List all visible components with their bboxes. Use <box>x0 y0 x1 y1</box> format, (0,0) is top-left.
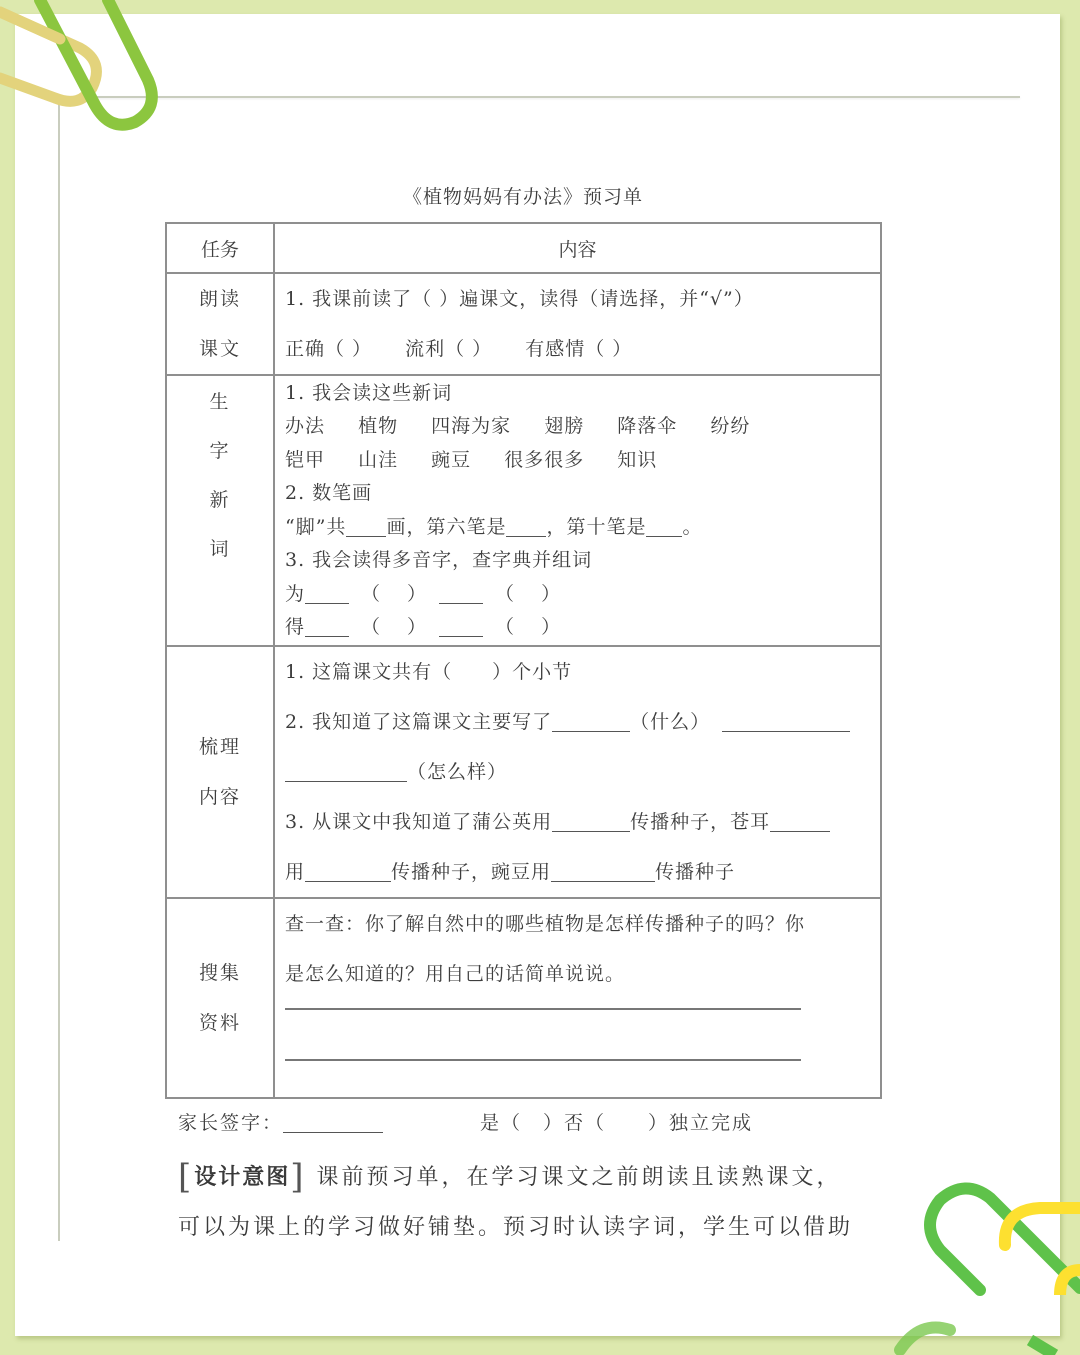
word-blank[interactable] <box>305 584 349 604</box>
stroke-total-blank[interactable] <box>346 517 386 537</box>
reading-count-question: 1. 我课前读了（ ）遍课文，读得（请选择，并“√”） <box>285 288 754 310</box>
table-row-read-aloud <box>166 273 881 375</box>
document-title: 《植物妈妈有办法》预习单 <box>402 186 643 208</box>
task-cell: 生 字 新 词 <box>166 375 274 646</box>
header-task: 任务 <box>166 223 274 273</box>
table-row-organize-content <box>166 646 881 898</box>
header-content: 内容 <box>274 223 881 273</box>
cocklebur-blank-continued[interactable] <box>305 862 391 882</box>
task-cell: 搜集 资料 <box>166 898 274 1098</box>
how-blank[interactable] <box>722 712 850 732</box>
option-fluent[interactable]: 流利（ ） <box>405 338 493 360</box>
new-words-row: 办法 植物 四海为家 翅膀 降落伞 纷纷 <box>285 415 751 437</box>
content-cell <box>274 273 881 375</box>
task-cell: 朗读 课文 <box>166 273 274 375</box>
table-row-collect-materials <box>166 898 881 1098</box>
reading-quality-options <box>285 324 872 374</box>
sixth-stroke-blank[interactable] <box>506 517 546 537</box>
content-cell: 1. 这篇课文共有（ ）个小节 2. 我知道了这篇课文主要写了 （什么） （怎么样） 3. 从课文中我知道了蒲公英用 传播种子，苍耳 用 传播种子，豌豆用 传播种子 <box>274 646 881 898</box>
answer-line[interactable] <box>285 1058 801 1061</box>
dandelion-blank[interactable] <box>552 812 630 832</box>
word-blank[interactable] <box>439 584 483 604</box>
polyphone-row: 得 （ ） （ ） <box>285 616 562 638</box>
design-intent-tag: 设计意图 <box>194 1164 291 1190</box>
stroke-count-question: “脚”共 画，第六笔是 ，第十笔是 。 <box>285 515 703 538</box>
polyphone-row: 为 （ ） （ ） <box>285 582 562 605</box>
option-expressive[interactable]: 有感情（ ） <box>525 338 633 360</box>
design-intent-note: [设计意图] 课前预习单，在学习课文之前朗读且读熟课文， 可以为课上的学习做好铺垫。预习时认读字词，学生可以借助 <box>178 1157 854 1240</box>
content-cell: 查一查：你了解自然中的哪些植物是怎样传播种子的吗？你 是怎么知道的？用自己的话简单说说。 <box>274 898 881 1098</box>
parent-signature-blank[interactable] <box>283 1113 383 1133</box>
preview-worksheet-table <box>165 222 882 1099</box>
table-header-row <box>166 223 881 273</box>
table-row-new-words <box>166 375 881 646</box>
tenth-stroke-blank[interactable] <box>646 517 682 537</box>
content-cell: 1. 我会读这些新词 办法 植物 四海为家 翅膀 降落伞 纷纷 铠甲 山洼 豌豆 很多很多 知识 2. 数笔画 “脚”共 画，第六笔是 ，第十笔是 。 3. 我会读得多音字，查字典并组词 为 （ ） （ ） 得 （ ） （ ） <box>274 375 881 646</box>
inner-frame-divider <box>58 96 1020 98</box>
pea-blank[interactable] <box>551 862 655 882</box>
independent-completion: 是（ ）否（ ）独立完成 <box>480 1112 754 1134</box>
task-cell: 梳理 内容 <box>166 646 274 898</box>
word-blank[interactable] <box>439 617 483 637</box>
answer-line[interactable] <box>285 1007 801 1010</box>
what-blank[interactable] <box>552 712 630 732</box>
new-words-row: 铠甲 山洼 豌豆 很多很多 知识 <box>285 448 658 471</box>
option-correct[interactable]: 正确（ ） <box>285 338 373 360</box>
parent-signature: 家长签字： <box>178 1108 383 1135</box>
word-blank[interactable] <box>305 617 349 637</box>
cocklebur-blank[interactable] <box>770 812 830 832</box>
inner-frame-divider <box>58 96 60 1241</box>
how-blank-continued[interactable] <box>285 762 407 782</box>
